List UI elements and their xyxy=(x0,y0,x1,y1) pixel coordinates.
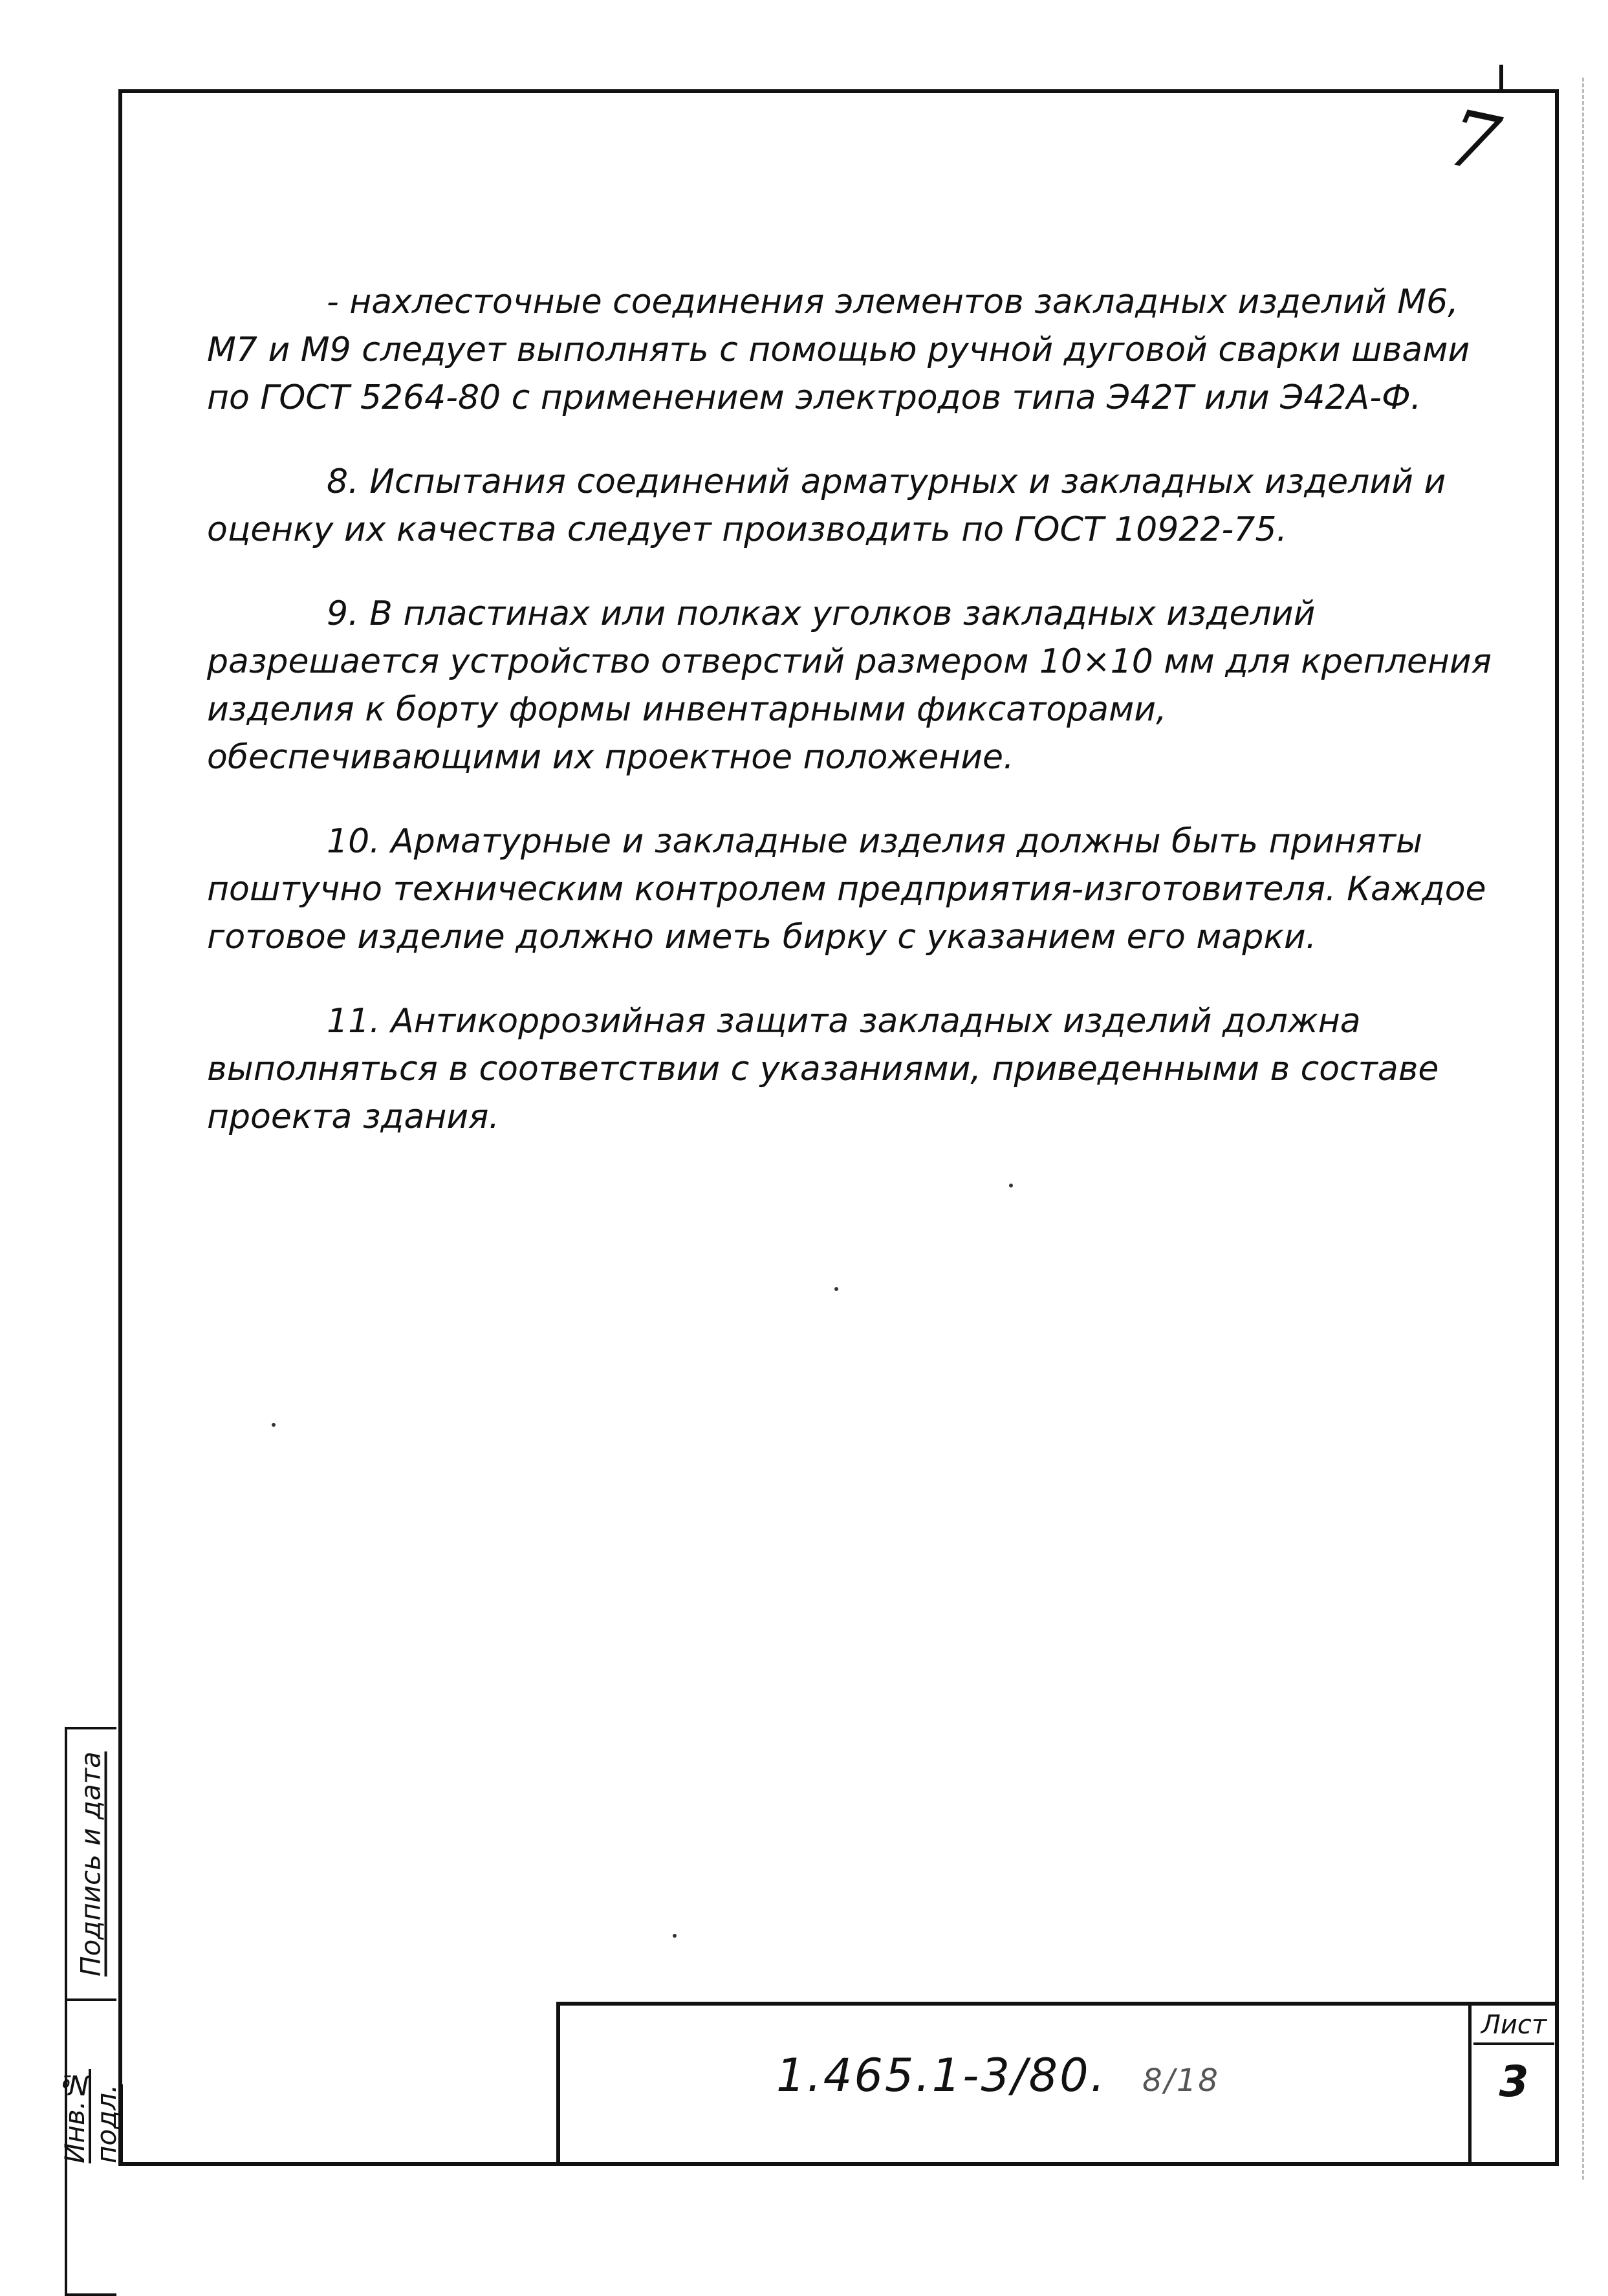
sheet-number: 3 xyxy=(1499,2057,1529,2106)
page-corner-mark: 7 xyxy=(1440,92,1507,191)
signature-date-label: Подпись и дата xyxy=(74,1751,107,1977)
trim-line xyxy=(1582,78,1587,2180)
inventory-number-label: Инв.№ подл. xyxy=(59,2069,122,2163)
paragraph-dash: - нахлесточные соединения элементов закладных изделий M6, M7 и M9 следует выполнять с помощью ручной дуговой сварки швами по ГОСТ 5264-80 с применением электродов типа Э42Т или Э42А-Ф. xyxy=(207,283,1470,417)
document-body xyxy=(207,278,1494,1177)
side-strip-divider xyxy=(65,1998,116,2001)
scan-speck xyxy=(1009,1184,1013,1187)
paragraph-11: 11. Антикоррозийная защита закладных изделий должна выполняться в соответствии с указаниями, приведенными в составе проекта здания. xyxy=(207,1002,1439,1136)
document-code-main: 1.465.1-3/80. xyxy=(776,2049,1107,2102)
document-code-suffix: 8/18 xyxy=(1142,2063,1220,2099)
paragraph-9: 9. В пластинах или полках уголков закладных изделий разрешается устройство отверстий размером 10×10 мм для крепления изделия к борту формы инвентарными фиксаторами, обеспечивающими их проектное положение. xyxy=(207,594,1492,777)
scan-speck xyxy=(834,1287,838,1291)
paragraph-8: 8. Испытания соединений арматурных и закладных изделий и оценку их качества следует производить по ГОСТ 10922-75. xyxy=(207,462,1446,549)
sheet-label: Лист xyxy=(1473,2010,1554,2045)
scan-speck xyxy=(673,1934,677,1938)
paragraph-10: 10. Арматурные и закладные изделия должны быть приняты поштучно техническим контролем предприятия-изготовителя. Каждое готовое изделие должно иметь бирку с указанием его марки. xyxy=(207,822,1486,957)
document-code xyxy=(776,2049,1220,2102)
scan-speck xyxy=(272,1423,276,1427)
frame-tick xyxy=(1499,65,1503,93)
